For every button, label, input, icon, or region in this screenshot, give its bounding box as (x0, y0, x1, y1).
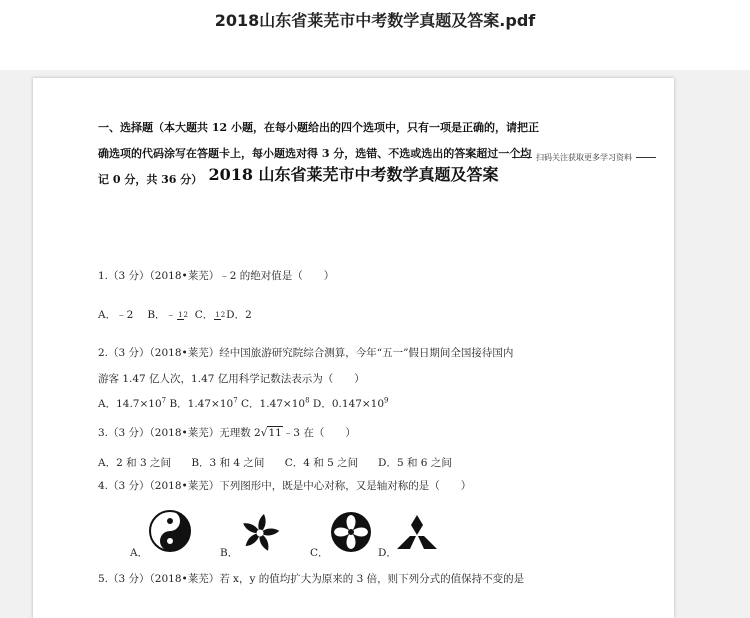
q3-option-a: A．2 和 3 之间 (98, 457, 171, 469)
q2-option-a (98, 396, 166, 411)
question-1-stem: 1.（3 分）（2018•莱芜）﹣2 的绝对值是（ ） (98, 270, 335, 282)
q1-option-c-label: C． (194, 309, 214, 321)
q2-option-d (313, 396, 389, 411)
fraction-numerator: 1 (178, 310, 183, 319)
section-heading (98, 115, 558, 193)
three-diamonds-shape (396, 514, 438, 554)
yin-yang-shape (148, 509, 192, 553)
section-line-2: 确选项的代码涂写在答题卡上，每小题选对得 3 分，选错、不选或选出的答案超过一个均 (98, 147, 532, 160)
q2-option-c-exponent: 8 (305, 396, 310, 405)
question-5 (98, 566, 578, 592)
q2-option-b-exponent: 7 (233, 396, 238, 405)
q2-option-a-exponent: 7 (161, 396, 167, 405)
q1-option-b-label: B．﹣ (147, 309, 177, 321)
question-3 (98, 420, 578, 446)
q4-option-d-label: D． (378, 547, 397, 559)
watermark-dash-right (636, 157, 656, 158)
pinwheel-shape (238, 512, 282, 554)
document-title: 2018 山东省莱芜市中考数学真题及答案 (208, 165, 499, 184)
question-2-options (98, 396, 389, 411)
question-3-stem-suffix: ﹣3 在（ ） (282, 427, 356, 439)
q2-option-c-text: C．1.47×10 (241, 398, 306, 410)
q4-option-b-label: B． (220, 547, 239, 559)
question-2-line-2: 游客 1.47 亿人次，1.47 亿用科学记数法表示为（ ） (98, 373, 365, 385)
question-4-stem: 4.（3 分）（2018•莱芜）下列图形中，既是中心对称，又是轴对称的是（ ） (98, 480, 472, 492)
q2-option-d-text: D．0.147×10 (312, 398, 385, 410)
q3-option-b: B．3 和 4 之间 (191, 457, 265, 469)
watermark-text: 扫码关注获取更多学习资料 (536, 153, 632, 162)
fraction-denominator: 2 (183, 310, 188, 319)
sqrt-symbol: √ (260, 427, 268, 439)
question-3-stem (98, 420, 578, 446)
q2-option-a-text: A．14.7×10 (98, 398, 162, 410)
q4-option-c-label: C． (310, 547, 329, 559)
question-1 (98, 263, 578, 289)
q1-option-d: D．2 (226, 309, 252, 321)
question-4 (98, 473, 578, 499)
q1-option-c-fraction (214, 311, 225, 320)
q2-option-d-exponent: 9 (384, 396, 389, 405)
question-2 (98, 340, 578, 392)
viewer-toolbar (0, 0, 750, 70)
file-title: 2018山东省莱芜市中考数学真题及答案.pdf (214, 11, 536, 30)
q2-option-b-text: B．1.47×10 (169, 398, 234, 410)
section-line-1: 一、选择题（本大题共 12 小题，在每小题给出的四个选项中，只有一项是正确的，请把正 (98, 121, 539, 134)
q2-option-c (241, 396, 310, 411)
q4-option-a-label: A． (130, 547, 149, 559)
question-3-options (98, 455, 452, 470)
q3-option-d: D．5 和 6 之间 (378, 457, 452, 469)
question-5-stem: 5.（3 分）（2018•莱芜）若 x，y 的值均扩大为原来的 3 倍，则下列分式的值保持不变的是 (98, 573, 525, 585)
q1-option-c (195, 307, 226, 322)
quatrefoil-shape (329, 510, 373, 554)
q2-option-b (169, 396, 237, 411)
section-line-3: 记 0 分，共 36 分） (98, 173, 203, 186)
fraction-denominator: 2 (220, 310, 226, 319)
q3-option-c: C．4 和 5 之间 (284, 457, 359, 469)
question-1-options (98, 307, 252, 322)
question-3-stem-prefix: 3.（3 分）（2018•莱芜）无理数 2 (98, 427, 261, 439)
sqrt-radicand: 11 (268, 427, 282, 439)
q1-option-a: A．﹣2 (98, 309, 134, 321)
fraction-numerator: 1 (215, 310, 220, 319)
q1-option-b (147, 307, 191, 322)
q1-option-b-fraction (177, 311, 188, 320)
question-2-line-1: 2.（3 分）（2018•莱芜）经中国旅游研究院综合测算，今年“五一”假日期间全国接待国内 (98, 347, 514, 359)
